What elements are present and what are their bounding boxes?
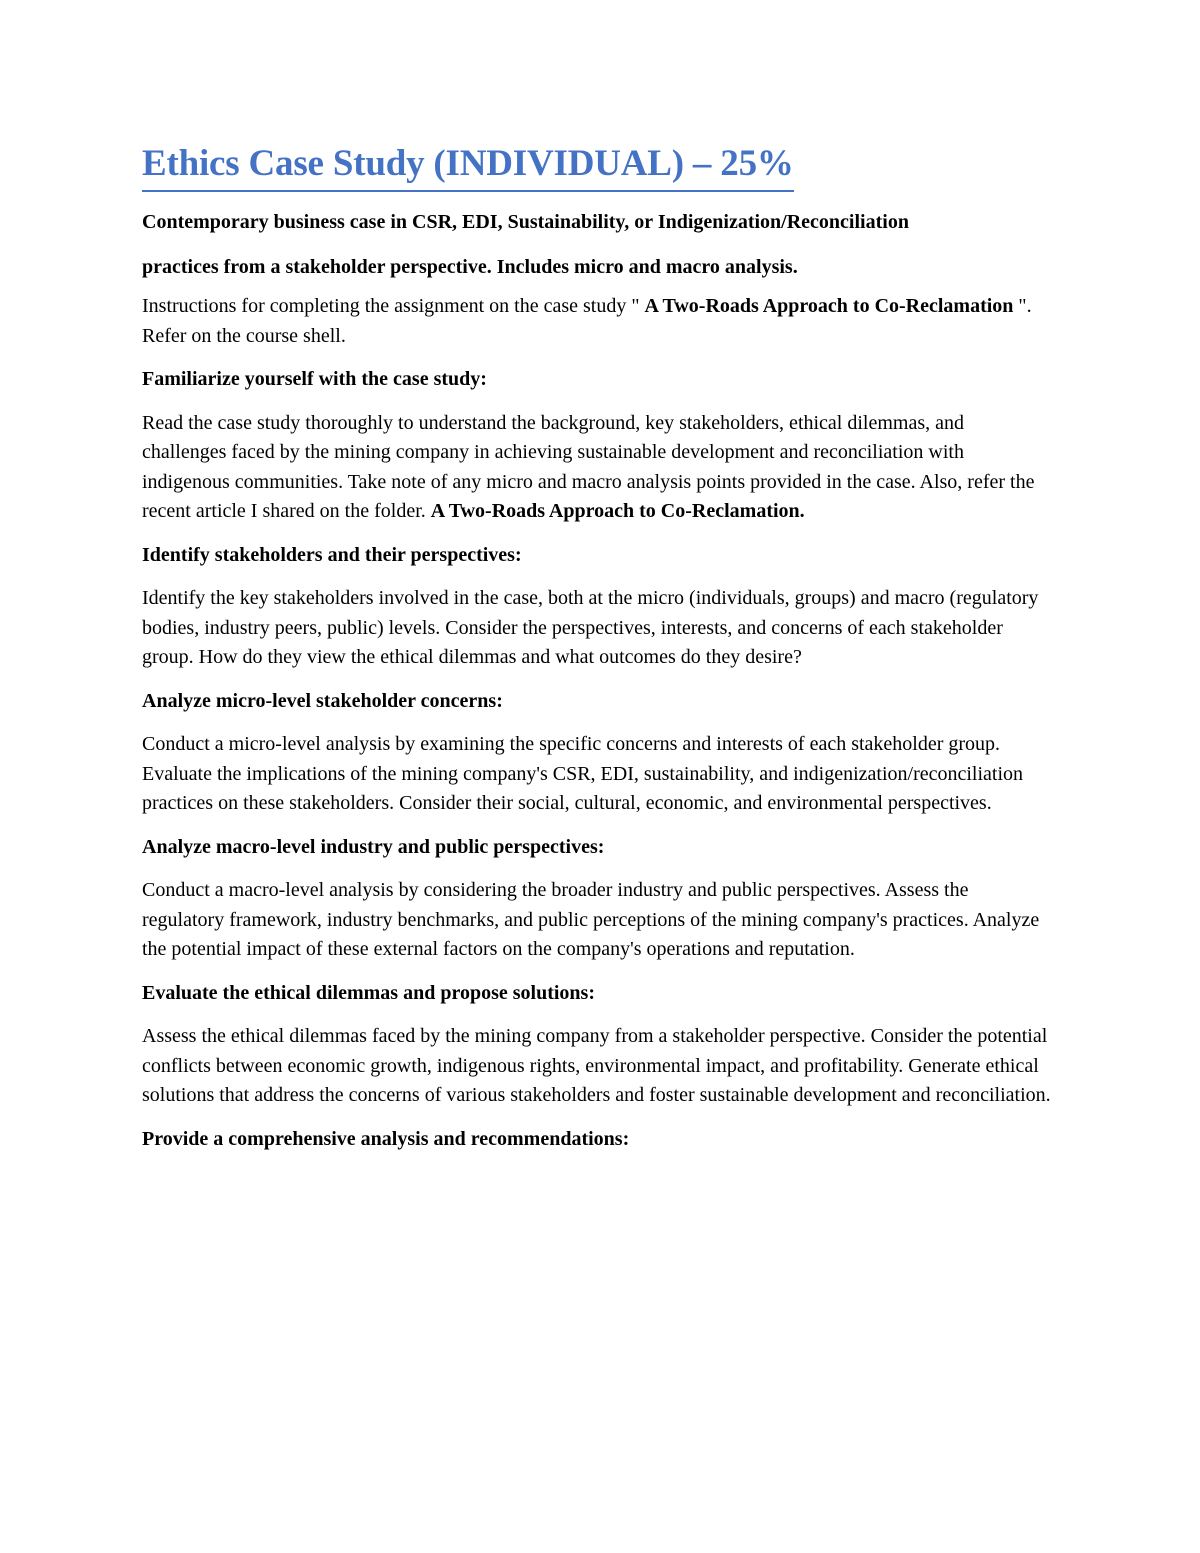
document-page: [142, 138, 1052, 1168]
document-title: Ethics Case Study (INDIVIDUAL) – 25%: [142, 138, 794, 192]
section-body-evaluate: Assess the ethical dilemmas faced by the mining company from a stakeholder perspective. Consider the potential conflicts between economic growth, indigenous rights, environmental impact, and profitability. Generate ethical solutions that address the concerns of various stakeholders and foster sustainable development and reconciliation.: [142, 1025, 1051, 1106]
subtitle: [142, 200, 1052, 290]
intro-suffix: ". Refer on the course shell.: [142, 295, 1032, 347]
subtitle-line-1: Contemporary business case in CSR, EDI, Sustainability, or Indigenization/Reconciliation: [142, 211, 909, 233]
section-heading-macro: Analyze macro-level industry and public perspectives:: [142, 835, 605, 858]
intro-case-title: A Two-Roads Approach to Co-Reclamation: [644, 295, 1014, 317]
subtitle-line-2: practices from a stakeholder perspective. Includes micro and macro analysis.: [142, 256, 798, 278]
section-body-familiarize: [142, 409, 1052, 527]
section-heading-familiarize: Familiarize yourself with the case study:: [142, 368, 487, 390]
section-heading-evaluate: Evaluate the ethical dilemmas and propose solutions:: [142, 981, 595, 1004]
section-body-micro: Conduct a micro-level analysis by examining the specific concerns and interests of each stakeholder group. Evaluate the implications of the mining company's CSR, EDI, sustainability, and indigenization/reconciliation practices on these stakeholders. Consider their social, cultural, economic, and environmental perspectives.: [142, 733, 1024, 814]
section-heading-provide: Provide a comprehensive analysis and recommendations:: [142, 1127, 630, 1150]
intro-paragraph: [142, 292, 1052, 351]
section-heading-identify: Identify stakeholders and their perspectives:: [142, 543, 522, 566]
section-body-familiarize-bold: A Two-Roads Approach to Co-Reclamation.: [430, 500, 805, 522]
section-body-identify: Identify the key stakeholders involved in the case, both at the micro (individuals, groups) and macro (regulatory bodies, industry peers, public) levels. Consider the perspectives, interests, and concerns of each stakeholder group. How do they view the ethical dilemmas and what outcomes do they desire?: [142, 587, 1039, 668]
section-body-familiarize-text: Read the case study thoroughly to understand the background, key stakeholders, ethical dilemmas, and challenges faced by the mining company in achieving sustainable development and reconciliation with indigenous communities. Take note of any micro and macro analysis points provided in the case. Also, refer the recent article I shared on the folder.: [142, 411, 1035, 522]
intro-prefix: Instructions for completing the assignment on the case study ": [142, 295, 645, 317]
section-body-macro: Conduct a macro-level analysis by considering the broader industry and public perspectives. Assess the regulatory framework, industry benchmarks, and public perceptions of the mining company's practices. Analyze the potential impact of these external factors on the company's operations and reputation.: [142, 879, 1040, 960]
section-heading-micro: Analyze micro-level stakeholder concerns:: [142, 689, 503, 712]
